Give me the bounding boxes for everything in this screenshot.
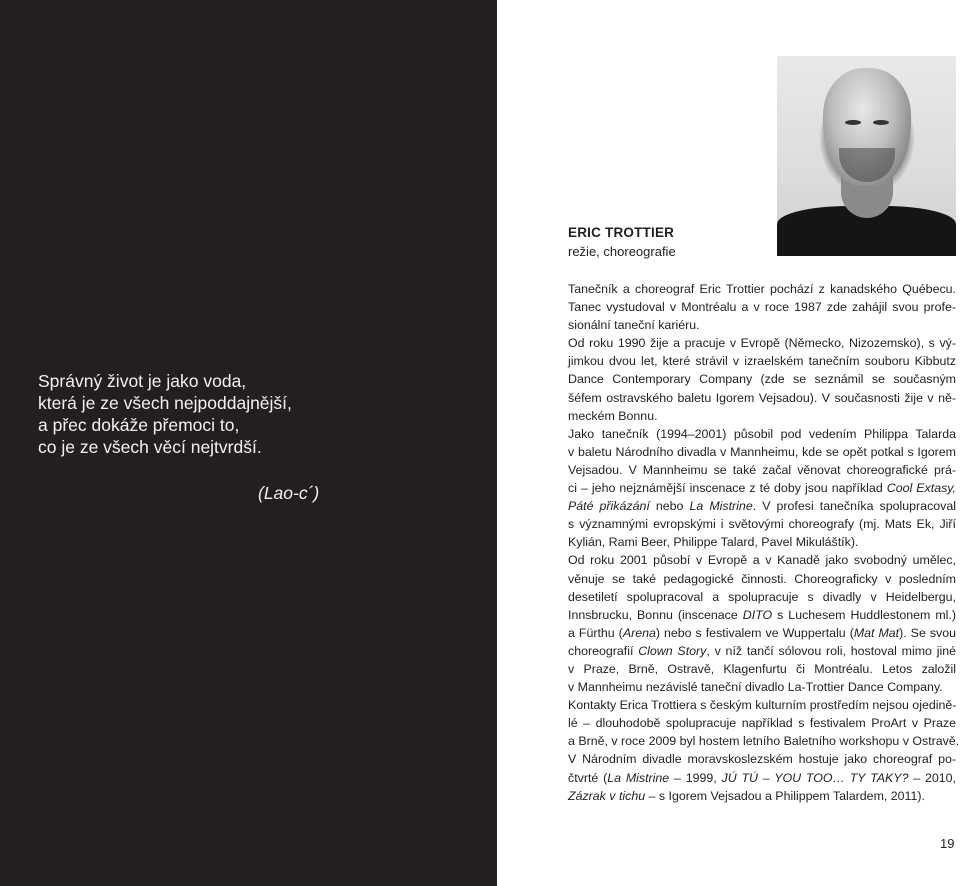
bio-title: DITO: [742, 607, 773, 622]
page-number: 19: [940, 836, 955, 851]
bio-text: šéfem ostravského baletu Igorem Vejsadou). V současnosti žije v ně-: [568, 390, 956, 405]
quote-author: (Lao-c´): [258, 483, 320, 503]
bio-text: sionální taneční kariéru.: [568, 318, 700, 333]
bio-line: [568, 750, 956, 768]
bio-text: ci – jeho nejznámější inscenace z té doby jsou například: [568, 481, 887, 496]
bio-title: La Mistrine: [689, 499, 753, 514]
bio-line: [568, 551, 956, 569]
bio-line: [568, 696, 956, 714]
bio-line: [568, 624, 956, 642]
bio-line: [568, 316, 956, 334]
bio-text: v baletu Národního divadla v Mannheimu, kde se opět potkal s Igorem: [568, 444, 956, 459]
bio-text: – 1999,: [669, 770, 722, 785]
bio-title: Arena: [622, 625, 656, 640]
bio-title: Clown Story: [638, 643, 707, 658]
bio-text: choreografií: [568, 643, 639, 658]
quote-line: Správný život je jako voda,: [38, 371, 247, 391]
bio-text: Od roku 1990 žije a pracuje v Evropě (Německo, Nizozemsko), s vý-: [568, 336, 956, 351]
bio-line: [568, 352, 956, 370]
bio-text: V Národním divadle moravskoslezském hostuje jako choreograf po-: [568, 752, 956, 767]
portrait-photo: [777, 56, 956, 256]
bio-text: čtvrté (: [568, 770, 608, 785]
bio-line: [568, 389, 956, 407]
bio-line: [568, 606, 956, 624]
bio-title: Páté přikázání: [568, 499, 650, 514]
bio-line: [568, 443, 956, 461]
bio-line: [568, 588, 956, 606]
bio-line: [568, 407, 956, 425]
bio-text: , v níž tančí sólovou roli, hostoval mimo jiné: [706, 643, 957, 658]
bio-title: Mat Mat: [853, 625, 900, 640]
bio-text: a Brně, v roce 2009 byl hostem letního Baletního workshopu v Ostravě.: [568, 734, 960, 749]
bio-text: Innsbrucku, Bonnu (inscenace: [568, 607, 743, 622]
bio-text: Vejsadou. V Mannheimu se také začal věnovat choreografické prá-: [568, 462, 956, 477]
bio-line: [568, 334, 956, 352]
bio-text: Jako tanečník (1994–2001) působil pod vedením Philippa Talarda: [568, 426, 956, 441]
bio-title: La Mistrine: [607, 770, 670, 785]
bio-line: [568, 714, 956, 732]
bio-line: [568, 570, 956, 588]
bio-text: Tanečník a choreograf Eric Trottier pochází z kanadského Québecu.: [568, 282, 956, 296]
bio-text: – 2010,: [908, 770, 956, 785]
quote-line: a přec dokáže přemoci to,: [38, 415, 240, 435]
bio-line: [568, 642, 956, 660]
bio-text: desetiletí spolupracoval a spolupracuje s divadly v Heidelbergu,: [568, 589, 956, 604]
bio-text: . V profesi tanečníka spolupracoval: [752, 499, 957, 514]
bio-text: Od roku 2001 působí v Evropě a v Kanadě jako svobodný umělec,: [568, 553, 956, 568]
bio-line: [568, 461, 956, 479]
bio-line: [568, 678, 956, 696]
bio-text: s Luchesem Huddlestonem ml.): [772, 607, 956, 622]
bio-text: Kontakty Erica Trottiera s českým kulturním prostředím nejsou ojedině-: [568, 698, 957, 713]
photo-eye: [845, 120, 861, 125]
bio-text: Tanec vystudoval v Montréalu a v roce 1987 zde zahájil svou profe-: [568, 300, 956, 315]
bio-text: s významnými evropskými i světovými choreografy (mj. Mats Ek, Jiří: [568, 517, 956, 532]
bio-text: meckém Bonnu.: [568, 408, 658, 423]
quote-line: která je ze všech nejpoddajnější,: [38, 393, 292, 413]
bio-line: [568, 769, 956, 787]
bio-text: ). Se svou: [899, 625, 956, 640]
bio-text: lé – dlouhodobě spolupracuje například s festivalem ProArt v Praze: [568, 716, 956, 731]
bio-line: [568, 533, 956, 551]
quote: [38, 370, 458, 458]
bio-line: [568, 298, 956, 316]
bio-line: [568, 787, 956, 805]
bio-text: ) nebo s festivalem ve Wuppertalu (: [655, 625, 854, 640]
bio-line: [568, 370, 956, 388]
bio-text: Dance Contemporary Company (zde se seznámil se současným: [568, 372, 956, 387]
bio-title: Cool Extasy,: [886, 481, 957, 496]
bio-line: [568, 497, 956, 515]
bio-text: Kylián, Rami Beer, Philippe Talard, Pavel Mikuláštík).: [568, 535, 859, 550]
bio-text: a Fürthu (: [568, 625, 623, 640]
quote-line: co je ze všech věcí nejtvrdší.: [38, 437, 262, 457]
bio-line: [568, 515, 956, 533]
bio-line: [568, 425, 956, 443]
bio-text: – s Igorem Vejsadou a Philippem Talardem, 2011).: [645, 788, 925, 803]
bio-text: jimkou dvou let, které strávil v izraelském tanečním souboru Kibbutz: [568, 354, 956, 369]
bio-text: nebo: [649, 499, 690, 514]
bio-title: Zázrak v tichu: [568, 788, 646, 803]
bio-text: v Mannheimu nezávislé taneční divadlo La-Trottier Dance Company.: [568, 680, 943, 695]
photo-eye: [873, 120, 889, 125]
bio-line: [568, 660, 956, 678]
person-role: režie, choreografie: [568, 244, 676, 259]
bio-line: [568, 479, 956, 497]
bio-title: JÚ TÚ – YOU TOO… TY TAKY?: [721, 770, 909, 785]
bio-line: [568, 280, 956, 298]
bio-text: v Praze, Brně, Ostravě, Klagenfurtu či Montréalu. Letos založil: [568, 661, 956, 676]
bio-text: věnuje se také pedagogické činnosti. Choreograficky v posledním: [568, 571, 956, 586]
person-name: ERIC TROTTIER: [568, 225, 675, 240]
biography: [568, 280, 960, 805]
bio-line: [568, 732, 960, 750]
